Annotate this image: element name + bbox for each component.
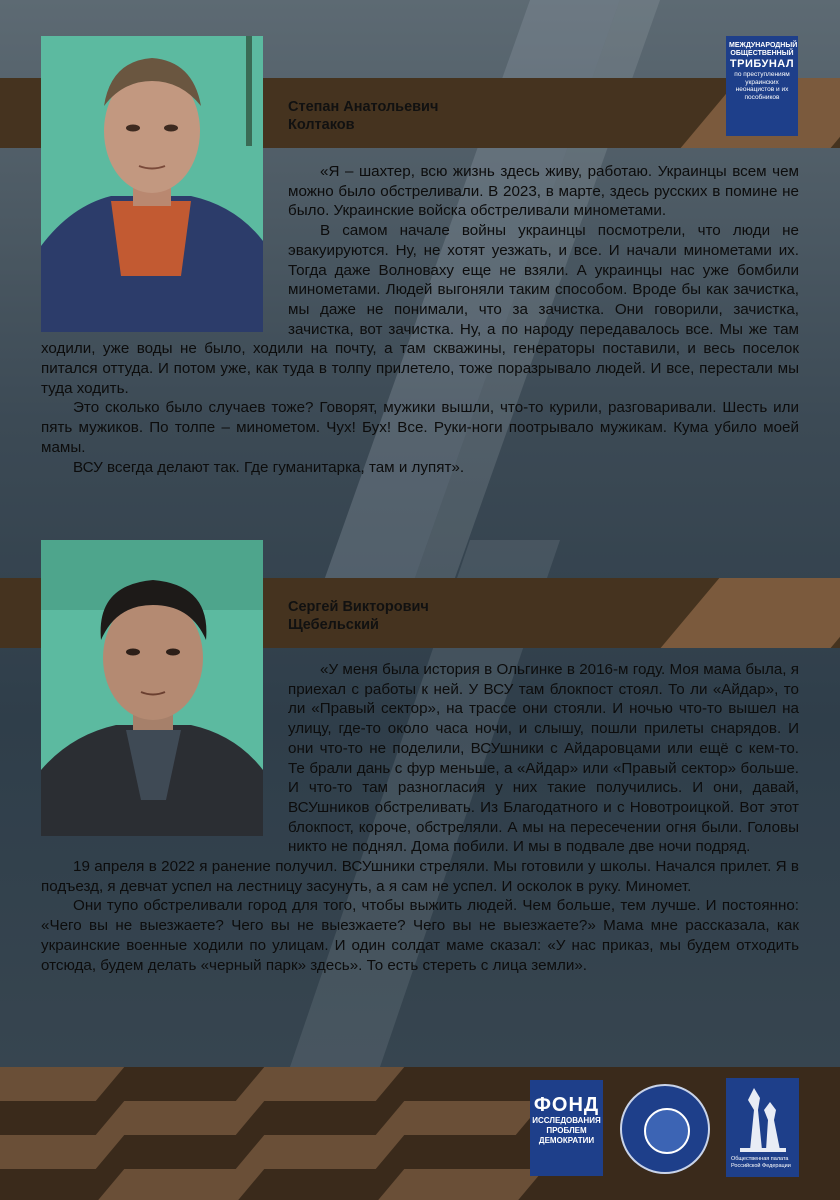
testimony-paragraph: ВСУ всегда делают так. Где гуманитарка, там и лупят». bbox=[73, 458, 465, 476]
logo-subtitle: по преступлениям украинских неонацистов и их пособников bbox=[734, 71, 790, 101]
fond-line: ПРОБЛЕМ bbox=[546, 1126, 587, 1135]
testimony-paragraph: В самом начале войны украинцы посмотрели, что люди не эвакуируются. Ну, не хотят уезжать, и все. И начали минометами их. Тогда даже Волноваху еще не взяли. А украинцы нас уже бомбили минометами. Людей выгоняли таким способом. Вроде бы как зачистка, мы даже не понимали, что за зачистка. Они говорили, зачистка, зачистка, вот зачистка. Ну, а по народу передавалось все. Мы же там ходили, уже воды не было, ходили на почту, а там скважины, генераторы поставили, и весь поселок питался оттуда. И потом уже, как туда в толпу прилетело, тоже поразрывало людей. И все, перестали мы туда ходить. bbox=[41, 222, 799, 397]
person1-last-name: Колтаков bbox=[288, 117, 355, 133]
logo-title: ТРИБУНАЛ bbox=[729, 58, 795, 70]
person1-name bbox=[288, 98, 438, 134]
person1-first-name: Степан Анатольевич bbox=[288, 99, 439, 115]
public-chamber-logo bbox=[726, 1078, 799, 1177]
person2-name bbox=[288, 598, 429, 634]
testimony-paragraph: Это сколько было случаев тоже? Говорят, мужики вышли, что-то курили, разговаривали. Шесть или пять мужиков. По толпе – минометом. Чух! Бух! Все. Руки-ноги поотрывало мужикам. Кума убило моей мамы. bbox=[41, 399, 799, 456]
fond-logo bbox=[530, 1080, 603, 1176]
logo-line: ОБЩЕСТВЕННЫЙ bbox=[730, 50, 794, 57]
monument-icon bbox=[730, 1080, 794, 1154]
fond-title: ФОНД bbox=[533, 1094, 600, 1116]
footer-band bbox=[0, 1067, 840, 1200]
person2-testimony bbox=[41, 660, 799, 975]
fond-line: ДЕМОКРАТИИ bbox=[538, 1136, 595, 1145]
person1-testimony bbox=[41, 162, 799, 477]
tribunal-logo bbox=[726, 36, 798, 136]
testimony-paragraph: Они тупо обстреливали город для того, чтобы выжить людей. Чем больше, тем лучше. И постоянно: «Чего вы не выезжаете? Чего вы не выезжаете? Чего вы не выезжаете?» Мама мне рассказала, как украинские военные ходили по улицам. И один солдат маме сказал: «У нас приказ, мы будем отходить отсюда, будем делать «черный парк» здесь». То есть стереть с лица земли». bbox=[41, 897, 799, 974]
compatriots-logo-icon bbox=[620, 1084, 710, 1174]
fond-line: ИССЛЕДОВАНИЯ bbox=[532, 1116, 601, 1125]
person2-last-name: Щебельский bbox=[288, 617, 379, 633]
logo-line: МЕЖДУНАРОДНЫЙ bbox=[729, 42, 798, 49]
testimony-paragraph: 19 апреля в 2022 я ранение получил. ВСУшники стреляли. Мы готовили у школы. Начался прилет. Я в подъезд, я девчат успел на лестницу засунуть, а я сам не успел. И осколок в руку. Миномет. bbox=[41, 858, 799, 895]
testimony-paragraph: «Я – шахтер, всю жизнь здесь живу, работаю. Украинцы всем чем можно было обстреливали. В 2023, в марте, здесь русских в помине не было. Украинские войска обстреливали минометами. bbox=[288, 163, 799, 220]
person2-first-name: Сергей Викторович bbox=[288, 599, 429, 615]
chamber-text: Общественная палата Российской Федерации bbox=[731, 1156, 791, 1169]
testimony-paragraph: «У меня была история в Ольгинке в 2016-м году. Моя мама была, я приехал с работы к ней. У ВСУ там блокпост стоял. То ли «Айдар», то ли «Правый сектор», на трассе они стояли. И ночью что-то вышел на улицу, где-то около часа ночи, и слышу, пошли прилеты снарядов. И они что-то не поделили, ВСУшники с Айдаровцами или ещё с кем-то. Те брали дань с фур меньше, а «Айдар» или «Правый сектор» больше. И что-то там разногласия у них такие получились. И они, давай, ВСУшников обстреливать. Из Благодатного и с Новотроицкой. Вот этот блокпост, короче, обстреляли. А мы на пересечении огня были. Головы никто не поднял. Дома побили. И мы в подвале две ночи подряд. bbox=[288, 661, 799, 856]
